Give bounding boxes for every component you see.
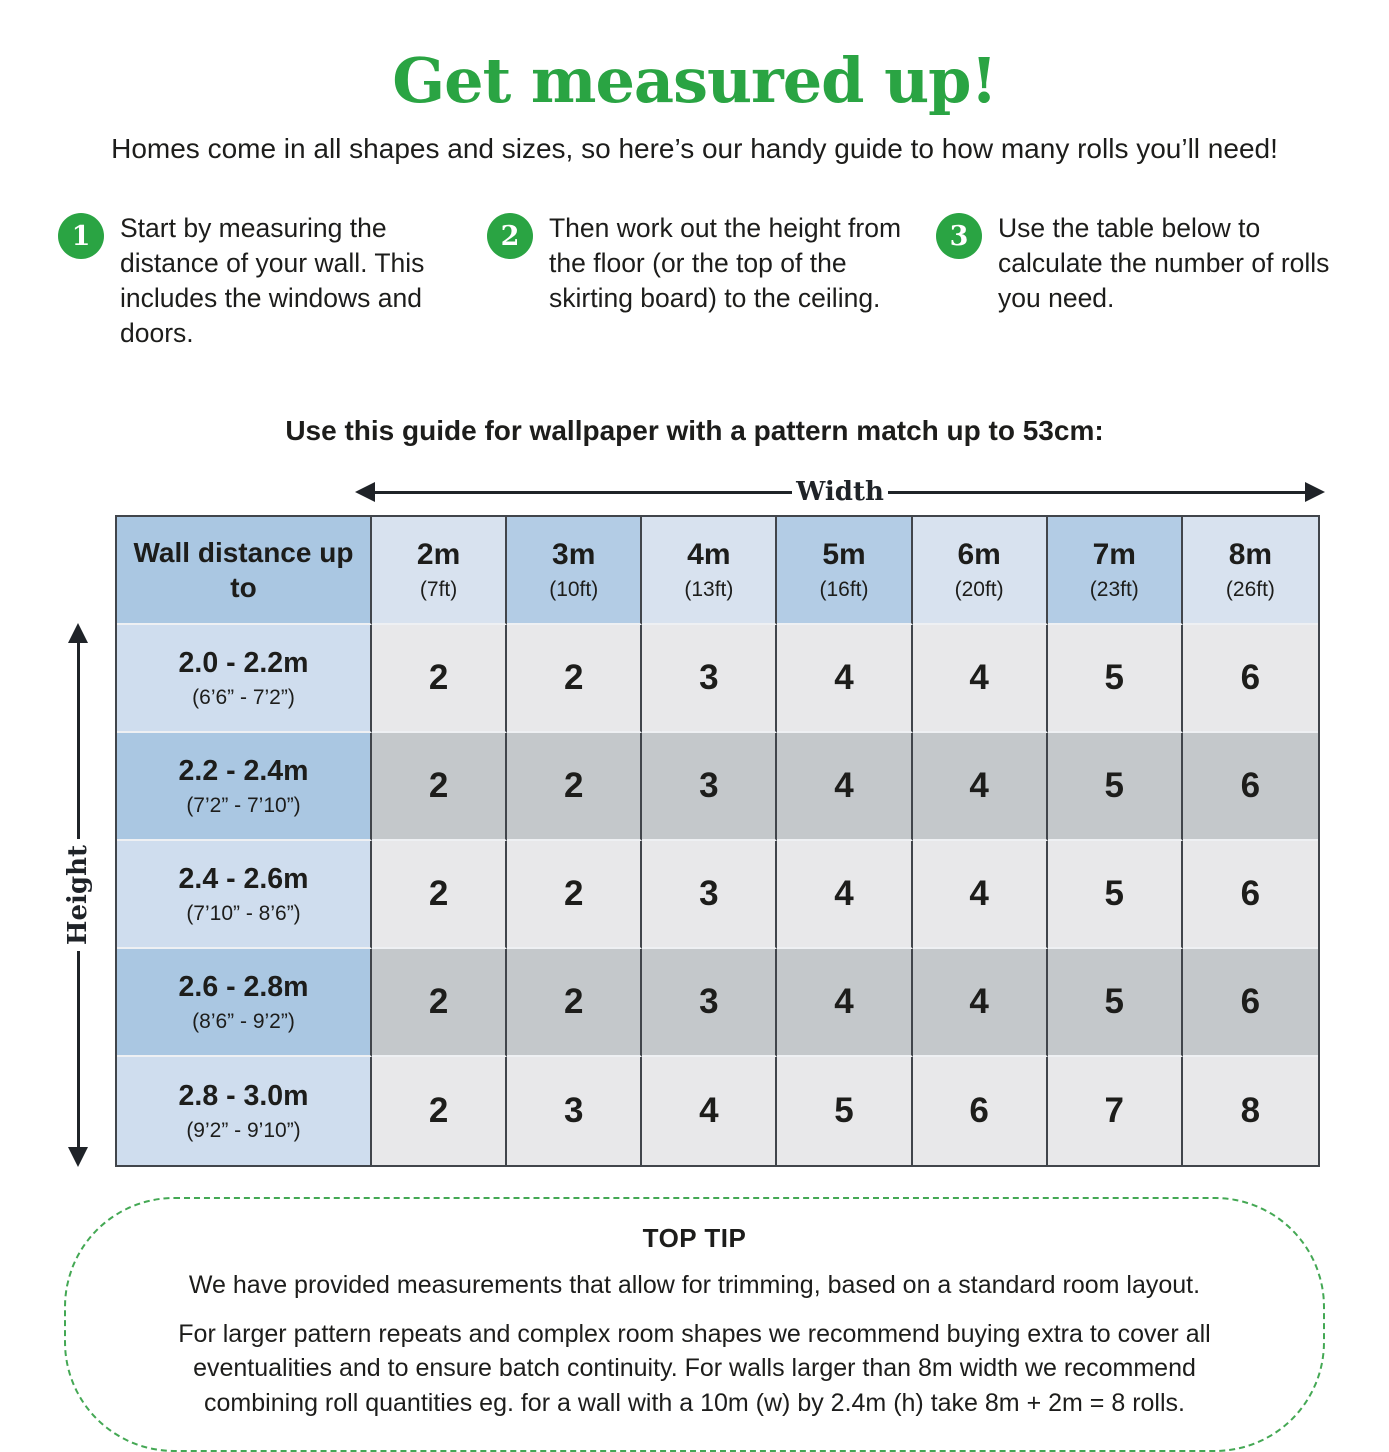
roll-count-cell: 3: [642, 733, 777, 841]
height-axis-arrow: [65, 623, 91, 1167]
roll-count-cell: 5: [777, 1057, 912, 1165]
page-subtitle: Homes come in all shapes and sizes, so here’s our handy guide to how many rolls you’ll need!: [111, 133, 1278, 164]
row-metric-label: 2.6 - 2.8m: [178, 970, 309, 1003]
roll-count-cell: 2: [372, 949, 507, 1057]
column-imperial-label: (13ft): [684, 578, 734, 601]
roll-count-cell: 4: [913, 625, 1048, 733]
top-tip-box: [64, 1197, 1325, 1452]
roll-count-cell: 8: [1183, 1057, 1318, 1165]
arrow-line: [77, 643, 80, 839]
roll-count-cell: 3: [642, 625, 777, 733]
row-header-cell: [117, 733, 372, 841]
roll-count-cell: 6: [1183, 733, 1318, 841]
column-metric-label: 2m: [416, 538, 461, 571]
row-imperial-label: (7’10” - 8’6”): [186, 901, 301, 925]
column-imperial-label: (16ft): [819, 578, 869, 601]
roll-count-cell: 5: [1048, 841, 1183, 949]
table-guide-heading: Use this guide for wallpaper with a pattern match up to 53cm:: [285, 415, 1104, 446]
table-section: [63, 515, 1320, 1167]
roll-count-cell: 2: [507, 841, 642, 949]
step-item-1: [58, 211, 478, 363]
column-metric-label: 4m: [687, 538, 731, 571]
roll-count-cell: 4: [777, 625, 912, 733]
roll-count-cell: 3: [507, 1057, 642, 1165]
corner-header-label: Wall distance up to: [133, 537, 354, 603]
roll-count-cell: 4: [913, 949, 1048, 1057]
arrow-left-icon: [355, 482, 375, 502]
column-imperial-label: (23ft): [1089, 578, 1139, 601]
roll-count-cell: 2: [372, 625, 507, 733]
roll-quantity-table: [115, 515, 1320, 1167]
column-header-cell: [507, 517, 642, 625]
step-number-badge: 3: [936, 213, 982, 259]
row-imperial-label: (7’2” - 7’10”): [186, 793, 301, 817]
column-imperial-label: (20ft): [954, 578, 1004, 601]
column-metric-label: 6m: [957, 538, 1001, 571]
column-header-cell: [777, 517, 912, 625]
column-header-cell: [913, 517, 1048, 625]
roll-count-cell: 6: [1183, 949, 1318, 1057]
column-imperial-label: (7ft): [419, 578, 458, 601]
row-header-cell: [117, 841, 372, 949]
column-header-cell: [1048, 517, 1183, 625]
arrow-up-icon: [68, 623, 88, 643]
step-item-2: [487, 211, 927, 363]
row-header-cell: [117, 1057, 372, 1165]
roll-count-cell: 4: [913, 841, 1048, 949]
roll-count-cell: 5: [1048, 625, 1183, 733]
top-tip-line-2: For larger pattern repeats and complex room shapes we recommend buying extra to cover all eventualities and to ensure batch continuity. For walls larger than 8m width we recommend combining roll quantities eg. for a wall with a 10m (w) by 2.4m (h) take 8m + 2m = 8 rolls.: [178, 1319, 1211, 1417]
width-axis-arrow: [355, 479, 1325, 505]
step-item-3: [936, 211, 1331, 363]
roll-count-cell: 5: [1048, 949, 1183, 1057]
roll-count-cell: 2: [507, 625, 642, 733]
row-header-cell: [117, 949, 372, 1057]
step-text: Then work out the height from the floor (or the top of the skirting board) to the ceiling.: [549, 213, 902, 313]
row-metric-label: 2.0 - 2.2m: [178, 646, 309, 679]
page-title: Get measured up!: [392, 44, 997, 117]
row-imperial-label: (8’6” - 9’2”): [192, 1009, 295, 1033]
roll-count-cell: 2: [507, 949, 642, 1057]
row-metric-label: 2.8 - 3.0m: [178, 1079, 309, 1112]
column-imperial-label: (10ft): [549, 578, 599, 601]
roll-count-cell: 4: [642, 1057, 777, 1165]
row-imperial-label: (6’6” - 7’2”): [192, 685, 295, 709]
roll-count-cell: 3: [642, 949, 777, 1057]
column-metric-label: 5m: [822, 538, 866, 571]
arrow-line: [888, 491, 1305, 494]
column-header-cell: [372, 517, 507, 625]
roll-count-cell: 7: [1048, 1057, 1183, 1165]
row-metric-label: 2.2 - 2.4m: [178, 754, 309, 787]
roll-count-cell: 5: [1048, 733, 1183, 841]
roll-count-cell: 2: [372, 733, 507, 841]
steps-row: [58, 211, 1331, 363]
row-metric-label: 2.4 - 2.6m: [178, 862, 309, 895]
row-imperial-label: (9’2” - 9’10”): [186, 1118, 301, 1142]
height-axis-label: Height: [63, 844, 93, 946]
roll-count-cell: 4: [777, 949, 912, 1057]
column-metric-label: 3m: [552, 538, 596, 571]
roll-count-cell: 2: [372, 1057, 507, 1165]
roll-count-cell: 6: [913, 1057, 1048, 1165]
top-tip-heading: TOP TIP: [642, 1223, 747, 1253]
roll-count-cell: 4: [777, 733, 912, 841]
arrow-line: [375, 491, 792, 494]
arrow-right-icon: [1305, 482, 1325, 502]
step-text: Use the table below to calculate the number of rolls you need.: [998, 213, 1330, 313]
roll-count-cell: 3: [642, 841, 777, 949]
roll-count-cell: 4: [777, 841, 912, 949]
column-header-cell: [642, 517, 777, 625]
column-imperial-label: (26ft): [1225, 578, 1275, 601]
step-number-badge: 1: [58, 213, 104, 259]
column-metric-label: 7m: [1092, 538, 1136, 571]
roll-count-cell: 6: [1183, 841, 1318, 949]
roll-count-cell: 2: [507, 733, 642, 841]
arrow-down-icon: [68, 1147, 88, 1167]
step-text: Start by measuring the distance of your wall. This includes the windows and doors.: [120, 213, 425, 348]
row-header-cell: [117, 625, 372, 733]
roll-count-cell: 2: [372, 841, 507, 949]
width-axis-label: Width: [796, 477, 884, 507]
top-tip-line-1: We have provided measurements that allow for trimming, based on a standard room layout.: [188, 1271, 1201, 1299]
roll-count-cell: 6: [1183, 625, 1318, 733]
corner-header-cell: [117, 517, 372, 625]
arrow-line: [77, 951, 80, 1147]
step-number-badge: 2: [487, 213, 533, 259]
roll-count-cell: 4: [913, 733, 1048, 841]
column-metric-label: 8m: [1228, 538, 1273, 571]
column-header-cell: [1183, 517, 1318, 625]
